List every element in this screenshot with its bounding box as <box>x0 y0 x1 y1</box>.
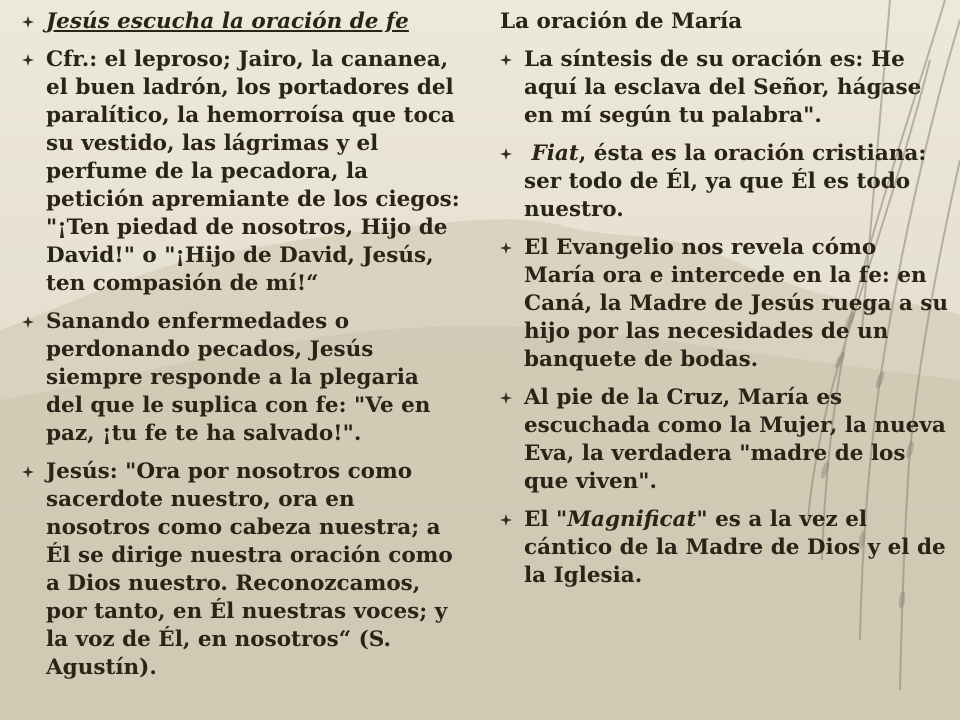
list-item <box>22 308 462 448</box>
diamond-bullet-icon <box>22 308 46 336</box>
left-item-text: Cfr.: el leproso; Jairo, la cananea, el buen ladrón, los portadores del paralítico, la hemorroísa que toca su vestido, las lágrimas y el perfume de la pecadora, la petición apremiante de los ciegos: "¡Ten piedad de nosotros, Hijo de David!" o "¡Hijo de David, Jesús, ten compasión de mí!“ <box>46 47 460 296</box>
magnificat-rest: es a la vez el cántico de la Madre de Dios y el de la Iglesia. <box>524 507 946 588</box>
left-item-text: Sanando enfermedades o perdonando pecados, Jesús siempre responde a la plegaria del que le suplica con fe: "Ve en paz, ¡tu fe te ha salvado!". <box>46 309 431 446</box>
diamond-bullet-icon <box>500 234 524 262</box>
list-item <box>500 234 950 374</box>
diamond-bullet-icon <box>22 46 46 74</box>
right-heading: La oración de María <box>500 9 743 34</box>
list-item <box>22 8 462 36</box>
list-item <box>22 458 462 682</box>
right-item-text: La síntesis de su oración es: He aquí la esclava del Señor, hágase en mí según tu palabra". <box>524 47 922 128</box>
magnificat-emphasis: "Magnificat" <box>556 507 708 532</box>
right-item-text: El Evangelio nos revela cómo María ora e intercede en la fe: en Caná, la Madre de Jesús ruega a su hijo por las necesidades de un banquete de bodas. <box>524 235 949 372</box>
fiat-rest: , ésta es la oración cristiana: ser todo de Él, ya que Él es todo nuestro. <box>524 141 927 222</box>
diamond-bullet-icon <box>500 506 524 534</box>
list-item <box>22 46 462 298</box>
magnificat-pre: El <box>524 507 557 532</box>
left-column <box>22 8 462 692</box>
fiat-emphasis: Fiat <box>531 141 579 166</box>
left-item-text: Jesús: "Ora por nosotros como sacerdote nuestro, ora en nosotros como cabeza nuestra; a Él se dirige nuestra oración como a Dios nuestro. Reconozcamos, por tanto, en Él nuestras voces; y la voz de Él, en nosotros“ (S. Agustín). <box>46 459 453 680</box>
diamond-bullet-icon <box>22 8 46 36</box>
list-item <box>500 506 950 590</box>
list-item <box>500 46 950 130</box>
diamond-bullet-icon <box>500 140 524 168</box>
diamond-bullet-icon <box>500 384 524 412</box>
right-item-text <box>524 506 950 590</box>
list-item <box>500 384 950 496</box>
right-item-text: Al pie de la Cruz, María es escuchada como la Mujer, la nueva Eva, la verdadera "madre de los que viven". <box>524 385 946 494</box>
diamond-bullet-icon <box>500 46 524 74</box>
list-item <box>500 140 950 224</box>
right-item-text <box>524 140 950 224</box>
right-column <box>500 8 950 600</box>
left-heading: Jesús escucha la oración de fe <box>46 9 409 34</box>
diamond-bullet-icon <box>22 458 46 486</box>
